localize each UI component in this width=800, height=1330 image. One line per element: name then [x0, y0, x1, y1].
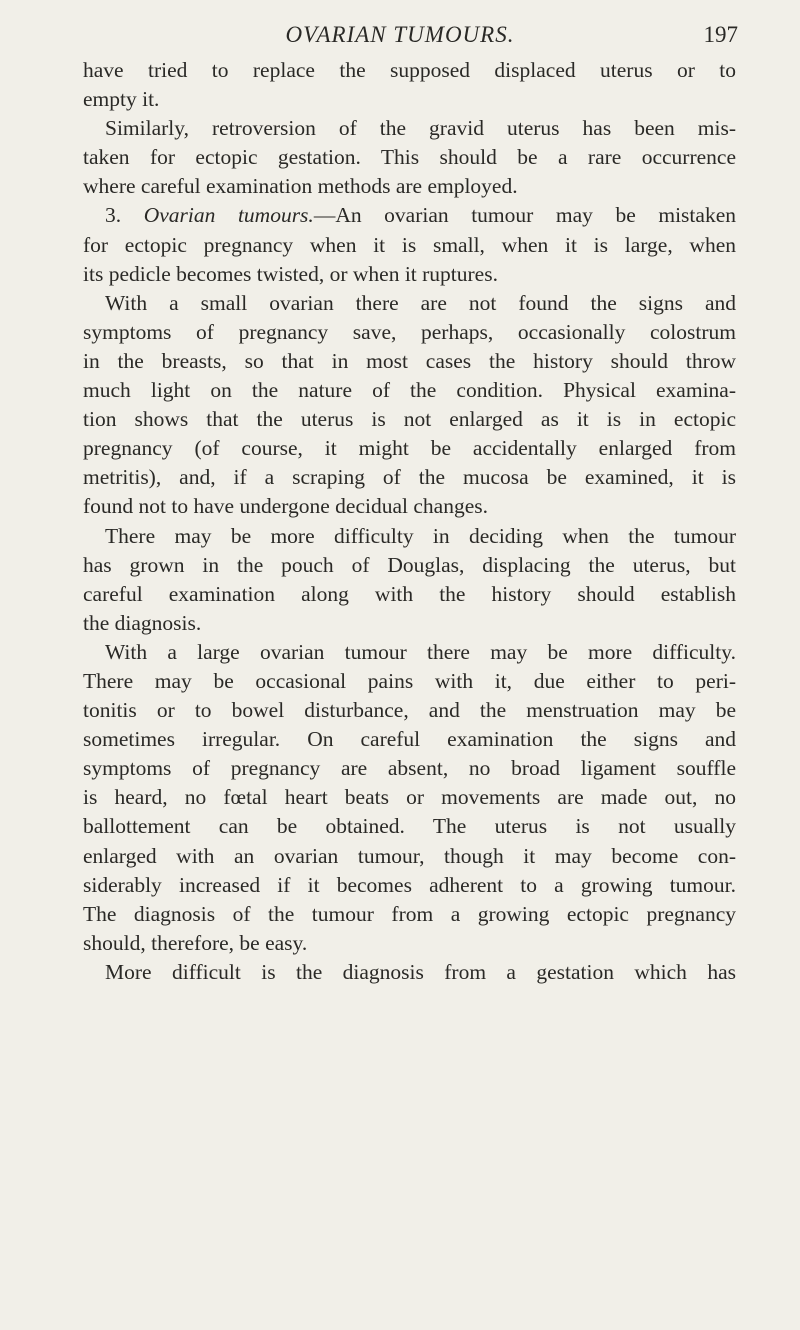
text-line: More difficult is the diagnosis from a gestation which has: [105, 959, 736, 984]
text-line: [83, 201, 736, 230]
text-line: sometimes irregular. On careful examination the signs and: [83, 727, 736, 752]
text-line: should, therefore, be easy.: [83, 930, 308, 955]
text-line: tion shows that the uterus is not enlarged as it is in ectopic: [83, 407, 736, 432]
body-text: [83, 56, 736, 987]
text-line: careful examination along with the history should establish: [83, 581, 736, 606]
text-line: has grown in the pouch of Douglas, displacing the uterus, but: [83, 552, 736, 577]
text-line: the diagnosis.: [83, 610, 202, 635]
text-line: empty it.: [83, 87, 160, 112]
text-line: symptoms of pregnancy save, perhaps, occasionally colostrum: [83, 319, 736, 344]
text-line: its pedicle becomes twisted, or when it ruptures.: [83, 261, 498, 286]
text-line: in the breasts, so that in most cases the history should throw: [83, 348, 736, 373]
text-line: There may be more difficulty in deciding when the tumour: [105, 523, 736, 548]
text-line: The diagnosis of the tumour from a growing ectopic pregnancy: [83, 901, 736, 926]
text-line: taken for ectopic gestation. This should be a rare occurrence: [83, 145, 736, 170]
page-number: 197: [703, 22, 738, 47]
text-line: siderably increased if it becomes adherent to a growing tumour.: [83, 872, 736, 897]
text-line: With a large ovarian tumour there may be more difficulty.: [105, 639, 736, 664]
page-header: [0, 22, 800, 56]
text-line: symptoms of pregnancy are absent, no broad ligament souffle: [83, 756, 736, 781]
text-line: pregnancy (of course, it might be accidentally enlarged from: [83, 436, 736, 461]
text-line: enlarged with an ovarian tumour, though it may become con-: [83, 843, 736, 868]
text-line: ballottement can be obtained. The uterus is not usually: [83, 814, 736, 839]
text-line: for ectopic pregnancy when it is small, when it is large, when: [83, 232, 736, 257]
section-number: 3.: [105, 203, 144, 228]
text-line: found not to have undergone decidual changes.: [83, 494, 488, 519]
text-line: is heard, no fœtal heart beats or movements are made out, no: [83, 785, 736, 810]
text-line: have tried to replace the supposed displaced uterus or to: [83, 58, 736, 82]
running-title: OVARIAN TUMOURS.: [285, 22, 515, 47]
text-line: tonitis or to bowel disturbance, and the menstruation may be: [83, 698, 736, 723]
text-line: metritis), and, if a scraping of the mucosa be examined, it is: [83, 465, 736, 490]
text-line: much light on the nature of the condition. Physical examina-: [83, 378, 736, 403]
section-heading: Ovarian tumours.: [143, 203, 314, 228]
line-text: —An ovarian tumour may be mistaken: [313, 203, 736, 228]
text-line: There may be occasional pains with it, due either to peri-: [83, 668, 736, 693]
text-line: With a small ovarian there are not found the signs and: [105, 290, 736, 315]
text-line: where careful examination methods are employed.: [83, 174, 518, 199]
text-line: Similarly, retroversion of the gravid uterus has been mis-: [105, 116, 736, 141]
